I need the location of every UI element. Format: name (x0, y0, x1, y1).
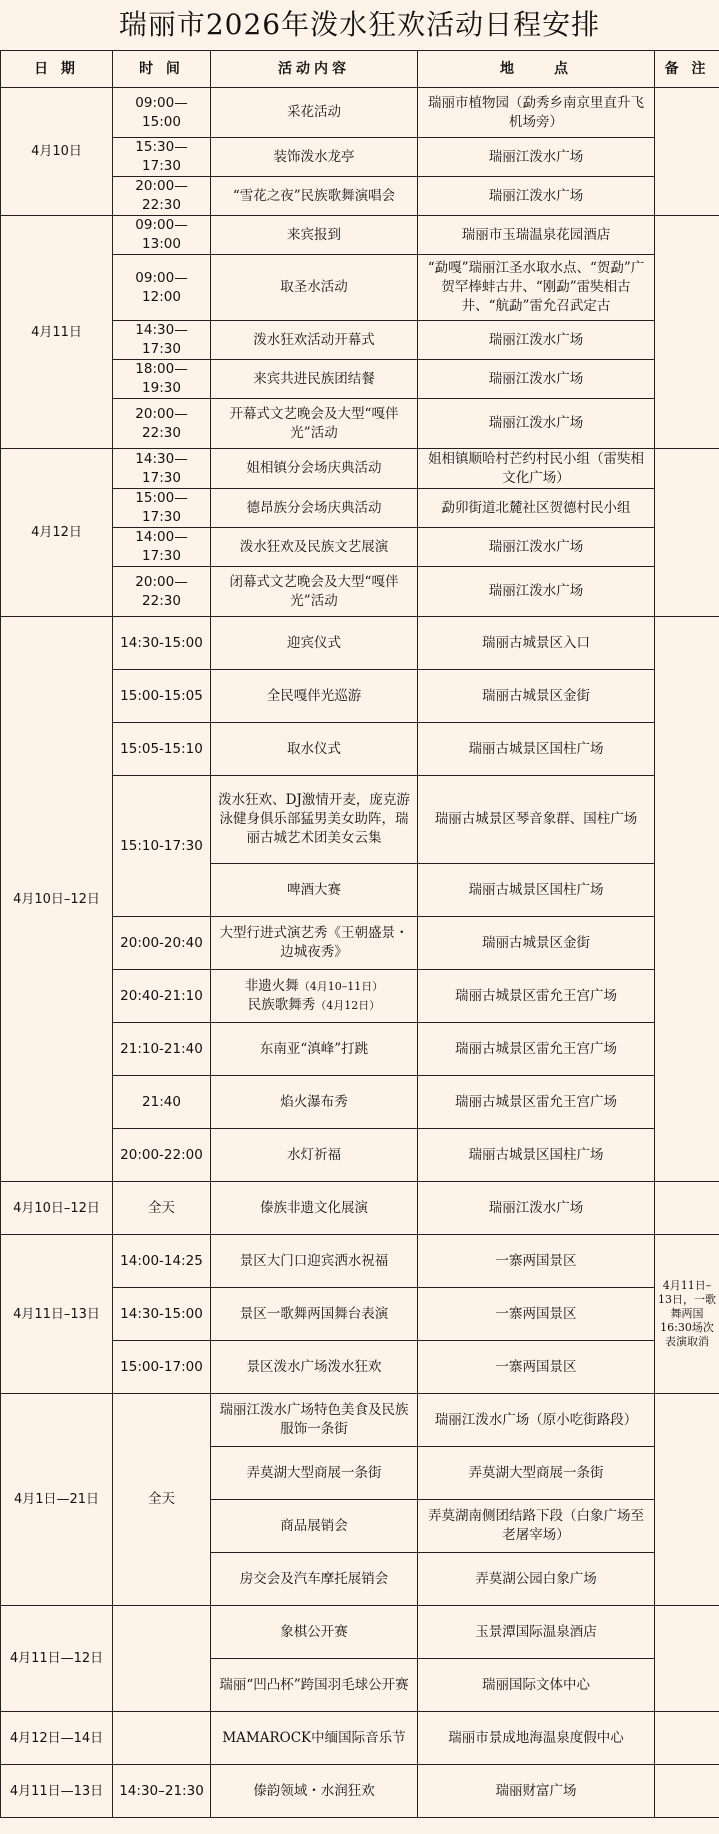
location-cell: 瑞丽古城景区入口 (418, 617, 655, 670)
note-cell (655, 1712, 719, 1765)
content-cell: 泼水狂欢、DJ激情开麦，庞克游泳健身俱乐部猛男美女助阵，瑞丽古城艺术团美女云集 (211, 776, 418, 864)
time-cell: 20:00—22:30 (113, 177, 211, 216)
content-cell: 开幕式文艺晚会及大型“嘎伴光”活动 (211, 399, 418, 449)
time-cell: 09:00—12:00 (113, 255, 211, 321)
table-row (1, 1182, 719, 1235)
location-cell: 弄莫湖公园白象广场 (418, 1553, 655, 1606)
content-cell: 景区泼水广场泼水狂欢 (211, 1341, 418, 1394)
header-date: 日 期 (1, 51, 113, 88)
location-cell: 玉景潭国际温泉酒店 (418, 1606, 655, 1659)
note-cell (655, 216, 719, 449)
time-cell: 14:00—17:30 (113, 528, 211, 567)
location-cell: 瑞丽古城景区金街 (418, 917, 655, 970)
location-cell: 弄莫湖南侧团结路下段（白象广场至老屠宰场） (418, 1500, 655, 1553)
location-cell: 瑞丽市植物园（勐秀乡南京里直升飞机场旁） (418, 88, 655, 138)
content-cell: 取圣水活动 (211, 255, 418, 321)
table-row (1, 1765, 719, 1818)
content-cell: 东南亚“滇峰”打跳 (211, 1023, 418, 1076)
date-cell: 4月1日—21日 (1, 1394, 113, 1606)
location-cell: “勐嘎”瑞丽江圣水取水点、“贺勐”广贺罕棒蚌古井、“刚勐”雷奘相古井、“航勐”雷允召武定古 (418, 255, 655, 321)
location-cell: 瑞丽市玉瑞温泉花园酒店 (418, 216, 655, 255)
content-cell: 房交会及汽车摩托展销会 (211, 1553, 418, 1606)
date-cell: 4月11日—13日 (1, 1765, 113, 1818)
date-cell: 4月10日–12日 (1, 1182, 113, 1235)
page-title: 瑞丽市2026年泼水狂欢活动日程安排 (118, 8, 601, 41)
table-row (1, 449, 719, 489)
location-cell: 瑞丽古城景区雷允王宫广场 (418, 970, 655, 1023)
location-cell: 一寨两国景区 (418, 1235, 655, 1288)
header-location: 地 点 (418, 51, 655, 88)
content-cell: 取水仪式 (211, 723, 418, 776)
location-cell: 瑞丽古城景区国柱广场 (418, 723, 655, 776)
content-cell: 全民嘎伴光巡游 (211, 670, 418, 723)
content-cell: 焰火瀑布秀 (211, 1076, 418, 1129)
header-note: 备 注 (655, 51, 719, 88)
time-cell: 全天 (113, 1394, 211, 1606)
content-cell: 瑞丽江泼水广场特色美食及民族服饰一条街 (211, 1394, 418, 1447)
note-cell (655, 1394, 719, 1606)
time-cell: 15:05-15:10 (113, 723, 211, 776)
header-content: 活动内容 (211, 51, 418, 88)
location-cell: 弄莫湖大型商展一条街 (418, 1447, 655, 1500)
time-cell: 14:30—17:30 (113, 449, 211, 489)
time-cell: 20:00—22:30 (113, 399, 211, 449)
time-cell: 20:00-22:00 (113, 1129, 211, 1182)
content-cell: 泼水狂欢活动开幕式 (211, 321, 418, 360)
time-cell: 21:40 (113, 1076, 211, 1129)
time-cell: 14:00-14:25 (113, 1235, 211, 1288)
time-cell (113, 1606, 211, 1712)
note-cell (655, 617, 719, 1182)
time-cell: 15:00-15:05 (113, 670, 211, 723)
content-cell: 来宾报到 (211, 216, 418, 255)
content-cell: 水灯祈福 (211, 1129, 418, 1182)
content-cell: “雪花之夜”民族歌舞演唱会 (211, 177, 418, 216)
content-cell: 装饰泼水龙亭 (211, 138, 418, 177)
table-row (1, 1394, 719, 1447)
location-cell: 瑞丽江泼水广场 (418, 138, 655, 177)
location-cell: 姐相镇顺哈村芒约村民小组（雷奘相文化广场） (418, 449, 655, 489)
table-row (1, 1235, 719, 1288)
location-cell: 瑞丽古城景区国柱广场 (418, 1129, 655, 1182)
content-subnote: （4月10–11日） (298, 980, 384, 993)
content-cell: 商品展销会 (211, 1500, 418, 1553)
date-cell: 4月12日 (1, 449, 113, 617)
date-cell: 4月11日–13日 (1, 1235, 113, 1394)
time-cell: 21:10-21:40 (113, 1023, 211, 1076)
schedule-table (0, 50, 719, 1818)
time-cell (113, 1712, 211, 1765)
content-cell: 傣韵领域・水润狂欢 (211, 1765, 418, 1818)
content-cell: MAMAROCK中缅国际音乐节 (211, 1712, 418, 1765)
location-cell: 瑞丽古城景区雷允王宫广场 (418, 1076, 655, 1129)
time-cell: 09:00—13:00 (113, 216, 211, 255)
note-cell: 4月11日–13日，一歌舞两国16:30场次表演取消 (655, 1235, 719, 1394)
content-cell: 泼水狂欢及民族文艺展演 (211, 528, 418, 567)
content-cell: 德昂族分会场庆典活动 (211, 489, 418, 528)
time-cell: 15:30—17:30 (113, 138, 211, 177)
note-cell (655, 88, 719, 216)
header-time: 时 间 (113, 51, 211, 88)
location-cell: 瑞丽江泼水广场 (418, 528, 655, 567)
time-cell: 20:00—22:30 (113, 567, 211, 617)
location-cell: 瑞丽市景成地海温泉度假中心 (418, 1712, 655, 1765)
location-cell: 瑞丽古城景区金街 (418, 670, 655, 723)
time-cell: 18:00—19:30 (113, 360, 211, 399)
table-row (1, 1712, 719, 1765)
content-cell: 弄莫湖大型商展一条街 (211, 1447, 418, 1500)
content-subnote: （4月12日） (315, 999, 381, 1012)
time-cell: 20:40-21:10 (113, 970, 211, 1023)
date-cell: 4月11日—12日 (1, 1606, 113, 1712)
content-cell: 大型行进式演艺秀《王朝盛景・边城夜秀》 (211, 917, 418, 970)
content-cell: 啤酒大赛 (211, 864, 418, 917)
content-cell: 瑞丽“凹凸杯”跨国羽毛球公开赛 (211, 1659, 418, 1712)
date-cell: 4月10日 (1, 88, 113, 216)
location-cell: 瑞丽古城景区琴音象群、国柱广场 (418, 776, 655, 864)
content-line: 非遗火舞 (244, 978, 299, 994)
location-cell: 一寨两国景区 (418, 1341, 655, 1394)
content-line: 民族歌舞秀 (247, 997, 316, 1013)
content-cell: 傣族非遗文化展演 (211, 1182, 418, 1235)
note-cell (655, 1606, 719, 1712)
date-cell: 4月12日—14日 (1, 1712, 113, 1765)
location-cell: 瑞丽江泼水广场 (418, 321, 655, 360)
table-row (1, 216, 719, 255)
content-cell: 姐相镇分会场庆典活动 (211, 449, 418, 489)
time-cell: 14:30—17:30 (113, 321, 211, 360)
location-cell: 瑞丽江泼水广场 (418, 399, 655, 449)
content-cell (211, 970, 418, 1023)
time-cell: 全天 (113, 1182, 211, 1235)
content-cell: 景区大门口迎宾洒水祝福 (211, 1235, 418, 1288)
location-cell: 勐卯街道北麓社区贺德村民小组 (418, 489, 655, 528)
time-cell: 14:30-15:00 (113, 1288, 211, 1341)
content-cell: 景区一歌舞两国舞台表演 (211, 1288, 418, 1341)
content-cell: 迎宾仪式 (211, 617, 418, 670)
content-cell: 来宾共进民族团结餐 (211, 360, 418, 399)
location-cell: 一寨两国景区 (418, 1288, 655, 1341)
time-cell: 15:00—17:30 (113, 489, 211, 528)
content-cell: 闭幕式文艺晚会及大型“嘎伴光”活动 (211, 567, 418, 617)
location-cell: 瑞丽古城景区国柱广场 (418, 864, 655, 917)
time-cell: 09:00—15:00 (113, 88, 211, 138)
location-cell: 瑞丽国际文体中心 (418, 1659, 655, 1712)
time-cell: 20:00-20:40 (113, 917, 211, 970)
location-cell: 瑞丽江泼水广场（原小吃街路段） (418, 1394, 655, 1447)
location-cell: 瑞丽江泼水广场 (418, 360, 655, 399)
time-cell: 14:30–21:30 (113, 1765, 211, 1818)
content-cell: 采花活动 (211, 88, 418, 138)
location-cell: 瑞丽古城景区雷允王宫广场 (418, 1023, 655, 1076)
location-cell: 瑞丽江泼水广场 (418, 1182, 655, 1235)
location-cell: 瑞丽财富广场 (418, 1765, 655, 1818)
date-cell: 4月10日–12日 (1, 617, 113, 1182)
date-cell: 4月11日 (1, 216, 113, 449)
table-row (1, 88, 719, 138)
location-cell: 瑞丽江泼水广场 (418, 177, 655, 216)
time-cell: 15:00-17:00 (113, 1341, 211, 1394)
table-row (1, 617, 719, 670)
note-cell (655, 449, 719, 617)
note-cell (655, 1765, 719, 1818)
header-row (1, 51, 719, 88)
time-cell: 14:30-15:00 (113, 617, 211, 670)
location-cell: 瑞丽江泼水广场 (418, 567, 655, 617)
time-cell: 15:10-17:30 (113, 776, 211, 917)
note-cell (655, 1182, 719, 1235)
content-cell: 象棋公开赛 (211, 1606, 418, 1659)
table-row (1, 1606, 719, 1659)
